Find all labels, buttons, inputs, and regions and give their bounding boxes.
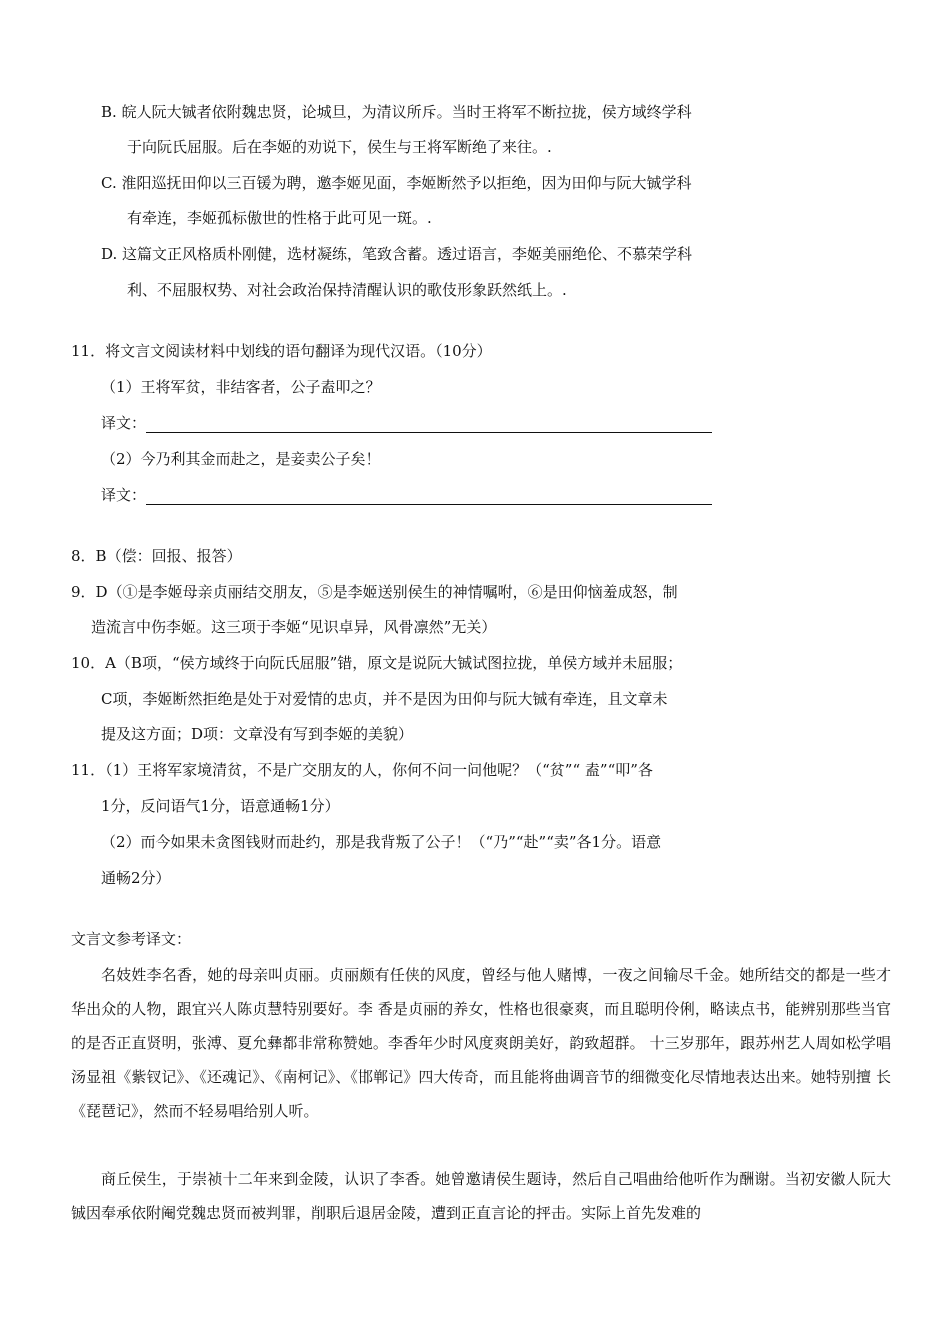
- option-b-text: 皖人阮大铖者依附魏忠贤，论城旦，为清议所斥。当时王将军不断拉拢，侯方域终学科: [121, 103, 692, 121]
- answer-11-line3: （2）而今如果未贪图钱财而赴约，那是我背叛了公子！（“乃”“赴”“卖”各1分。语意: [101, 833, 662, 851]
- answer-9-line1: 9．D（①是李姬母亲贞丽结交朋友，⑤是李姬送别侯生的神情嘱咐，⑥是田仰恼羞成怒，制: [71, 583, 678, 601]
- answer-10-line3: 提及这方面；D项：文章没有写到李姬的美貌）: [101, 725, 414, 743]
- answer-8: 8．B（偿：回报、报答）: [71, 547, 242, 565]
- option-c-text: 淮阳巡抚田仰以三百锾为聘，邀李姬见面，李姬断然予以拒绝，因为田仰与阮大铖学科: [121, 174, 692, 192]
- answer-10-line1: 10．A（B项，“侯方域终于向阮氏屈服”错，原文是说阮大铖试图拉拢，单侯方域并未屈服；: [71, 654, 683, 672]
- translation-field-1[interactable]: [101, 413, 712, 433]
- option-d-label: D.: [101, 245, 118, 263]
- question-11-sentence-2: （2）今乃利其金而赴之，是妾卖公子矣！: [101, 450, 381, 468]
- option-b-line2: 于向阮氏屈服。后在李姬的劝说下，侯生与王将军断绝了来往。.: [127, 138, 552, 156]
- translation-label-1: 译文：: [101, 414, 147, 432]
- option-b-label: B.: [101, 103, 117, 121]
- option-d-line2: 利、不屈服权势、对社会政治保持清醒认识的歌伎形象跃然纸上。.: [127, 281, 567, 299]
- answer-11-line1: 11．（1）王将军家境清贫，不是广交朋友的人，你何不问一问他呢？（“贫”“ 盍”“叩”各: [71, 761, 653, 779]
- answer-11-line2: 1分，反问语气1分，语意通畅1分）: [101, 797, 340, 815]
- translation-paragraph-2: 商丘侯生，于崇祯十二年来到金陵，认识了李香。她曾邀请侯生题诗，然后自己唱曲给他听作为酬谢。当初安徽人阮大 铖因奉承依附阉党魏忠贤而被判罪，削职后退居金陵，遭到正直言论的抨击。实际上首先发难的: [71, 1170, 891, 1222]
- translation-label-2: 译文：: [101, 486, 147, 504]
- option-c-label: C.: [101, 174, 117, 192]
- answer-9-line2: 造流言中伤李姬。这三项于李姬“见识卓异，风骨凛然”无关）: [91, 618, 497, 636]
- option-c-line2: 有牵连，李姬孤标傲世的性格于此可见一斑。.: [127, 209, 432, 227]
- translation-heading: 文言文参考译文：: [71, 930, 192, 948]
- option-d-text: 这篇文正风格质朴刚健，选材凝练，笔致含蓄。透过语言，李姬美丽绝伦、不慕荣学科: [122, 245, 693, 263]
- option-d-line1: [101, 244, 692, 264]
- option-c-line1: [101, 173, 692, 193]
- translation-field-2[interactable]: [101, 485, 712, 505]
- answer-blank-1[interactable]: [146, 416, 712, 433]
- question-11-sentence-1: （1）王将军贫，非结客者，公子盍叩之？: [101, 378, 381, 396]
- question-11-title: 11．将文言文阅读材料中划线的语句翻译为现代汉语。（10分）: [71, 342, 492, 360]
- answer-10-line2: C项，李姬断然拒绝是处于对爱情的忠贞，并不是因为田仰与阮大铖有牵连，且文章未: [101, 690, 668, 708]
- answer-blank-2[interactable]: [146, 488, 712, 505]
- translation-paragraph-1: 名妓姓李名香，她的母亲叫贞丽。贞丽颇有任侠的风度，曾经与他人赌博，一夜之间输尽千金。她所结交的都是一些才华出众的人物，跟宜兴人陈贞慧特别要好。李 香是贞丽的养女，性格也很豪爽，而且聪明伶俐，略读点书，能辨别那些当官的是否正直贤明，张溥、夏允彝都非常称赞她。李香年少时风度爽朗美好，韵致超群。 十三岁那年，跟苏州艺人周如松学唱汤显祖《紫钗记》、《还魂记》、《南柯记》、《邯郸记》四大传奇，而且能将曲调音节的细微变化尽情地表达出来。她特别擅 长《琵琶记》，然而不轻易唱给别人听。: [71, 966, 891, 1120]
- option-b-line1: [101, 102, 692, 122]
- answer-11-line4: 通畅2分）: [101, 869, 171, 887]
